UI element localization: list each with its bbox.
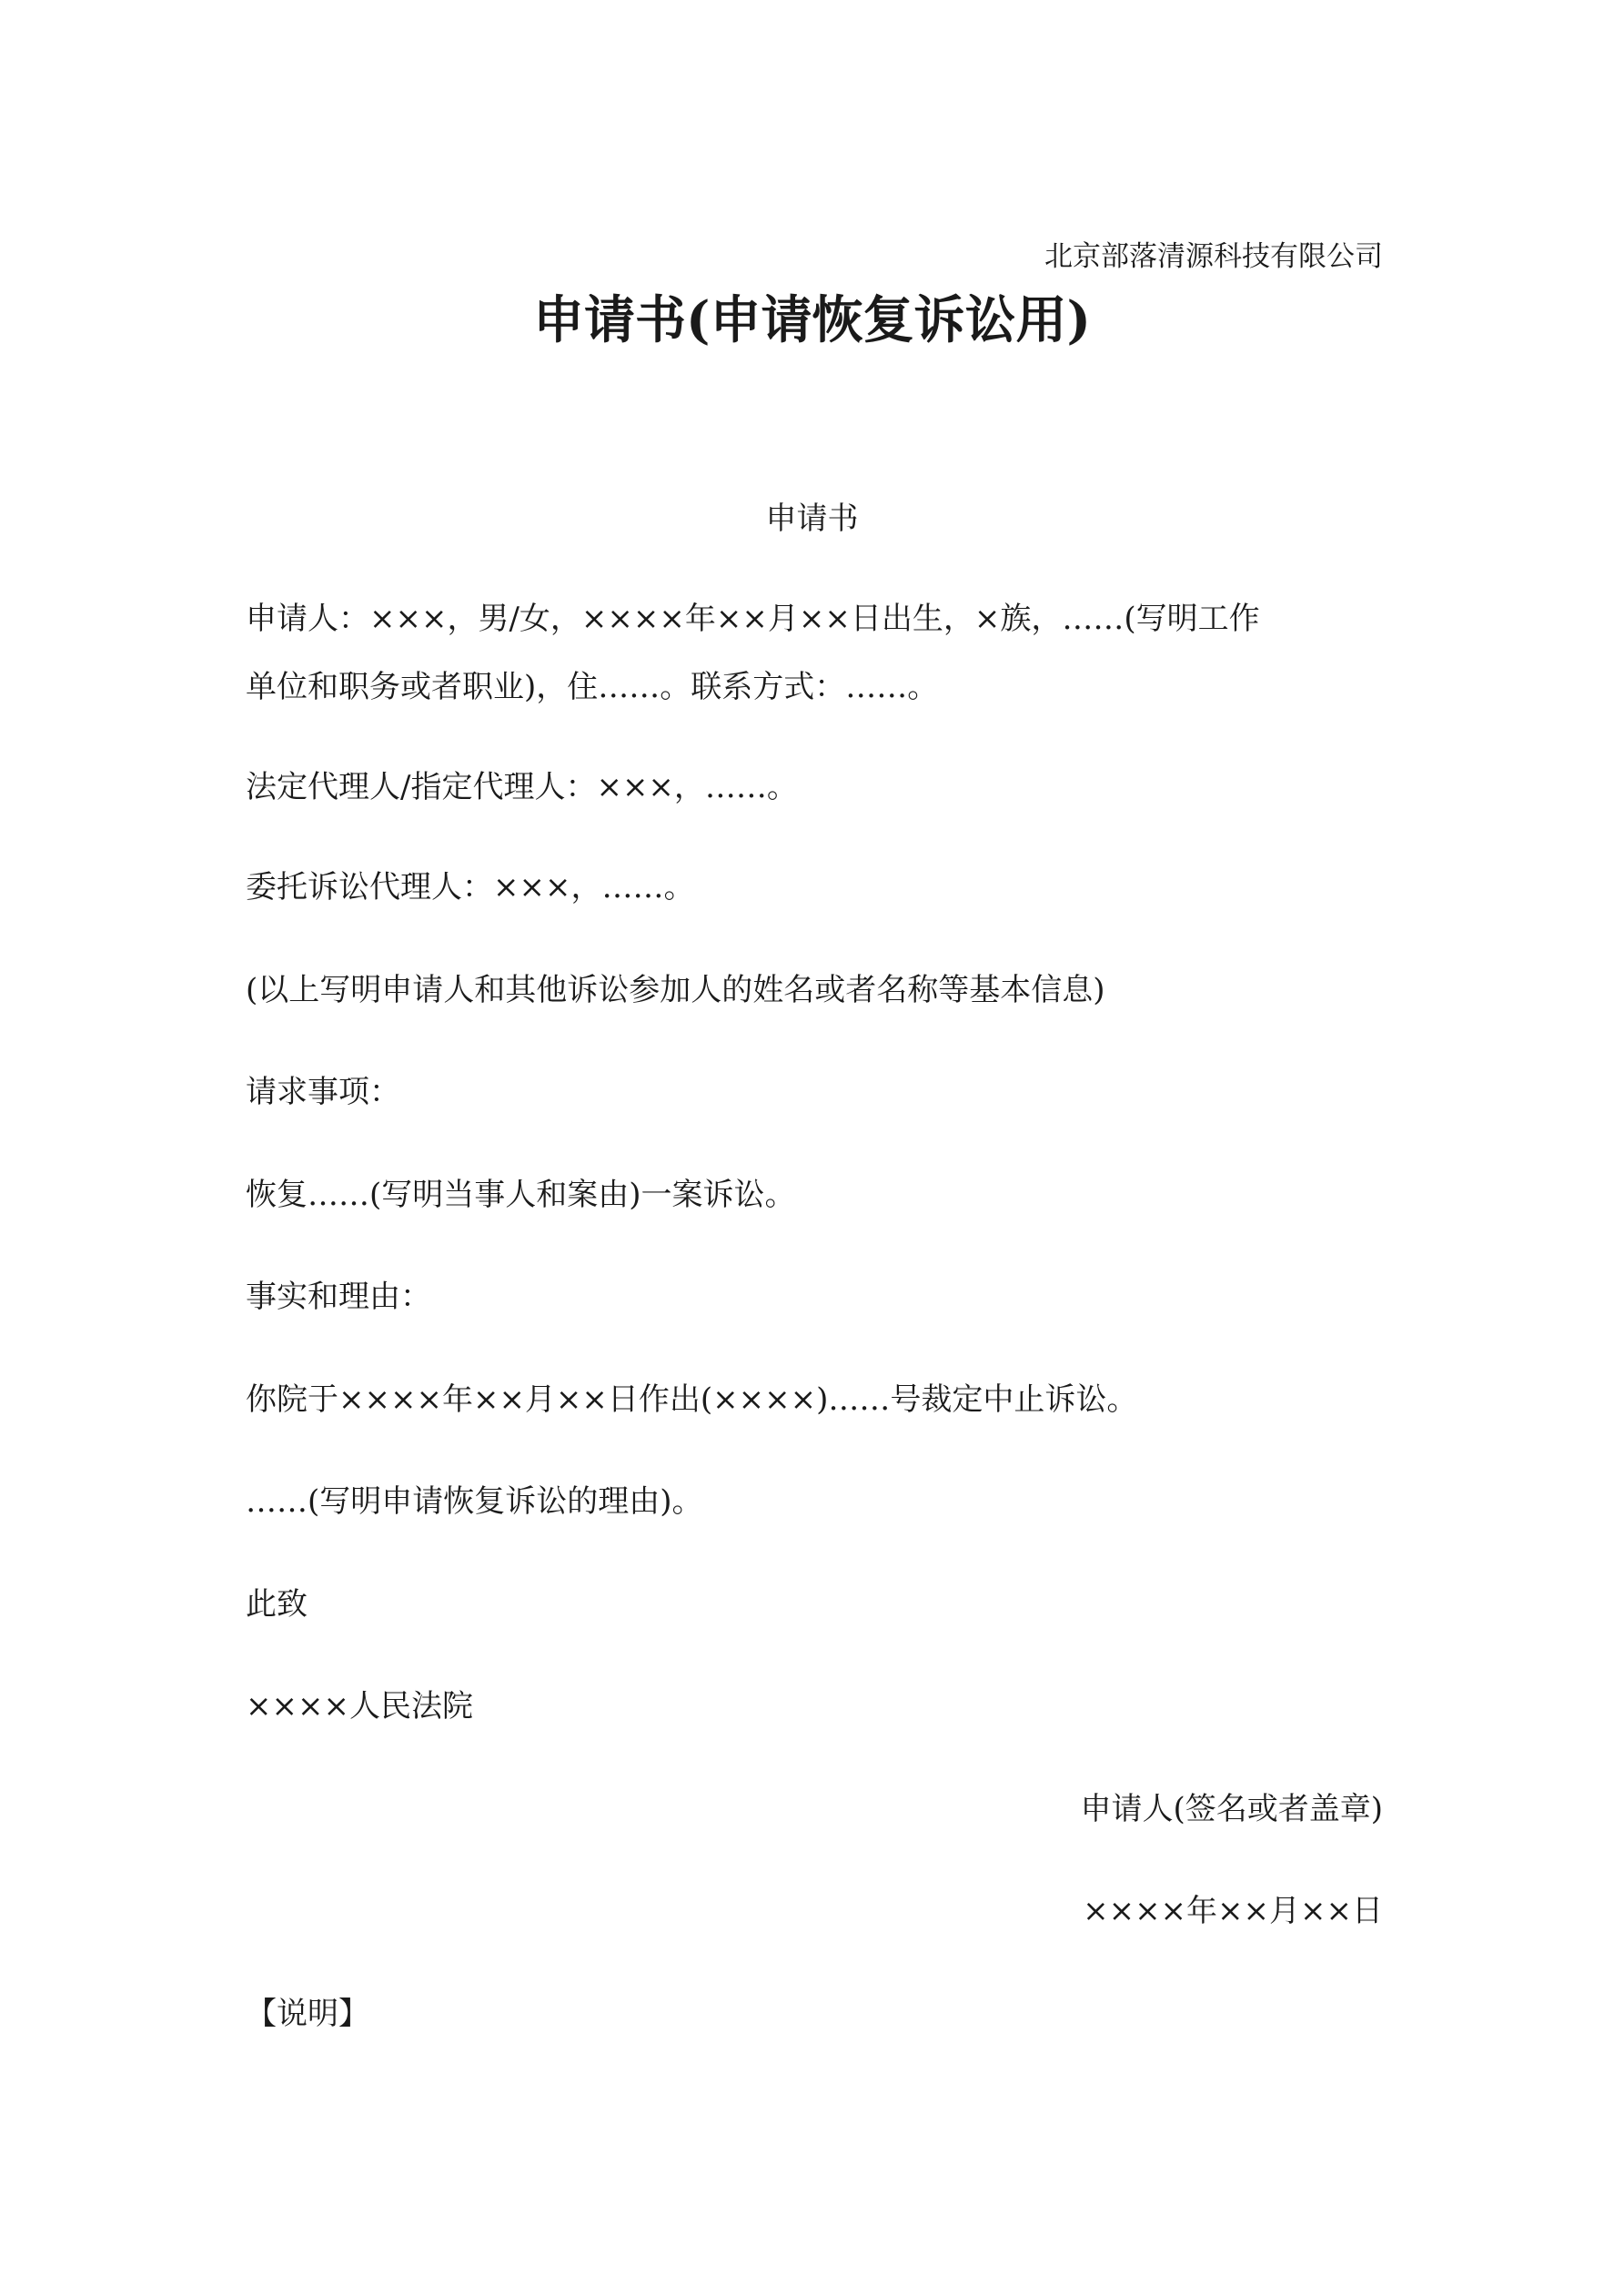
parties-note: (以上写明申请人和其他诉讼参加人的姓名或者名称等基本信息) [246,972,1105,1008]
facts-line-1: 你院于××××年××月××日作出(××××)……号裁定中止诉讼。 [246,1381,1138,1418]
facts-line-2: ……(写明申请恢复诉讼的理由)。 [246,1483,703,1520]
document-subtitle: 申请书 [765,501,859,537]
explanation-heading: 【说明】 [246,1996,369,2032]
facts-heading: 事实和理由： [246,1279,431,1315]
entrusted-agent-line: 委托诉讼代理人：×××，……。 [246,869,695,905]
company-name: 北京部落清源科技有限公司 [1044,240,1383,273]
request-heading: 请求事项： [246,1074,400,1110]
legal-agent-line: 法定代理人/指定代理人：×××，……。 [246,769,798,805]
request-content: 恢复……(写明当事人和案由)一案诉讼。 [246,1177,796,1213]
applicant-info-line-1: 申请人：×××，男/女，××××年××月××日出生，×族，……(写明工作 [246,601,1260,637]
court-name: ××××人民法院 [246,1688,473,1725]
document-title: 申请书(申请恢复诉讼用) [533,290,1091,350]
signature-line: 申请人(签名或者盖章) [1080,1791,1383,1827]
date-line: ××××年××月××日 [1083,1893,1383,1929]
applicant-info-line-2: 单位和职务或者职业)，住……。联系方式：……。 [246,669,939,705]
salutation: 此致 [246,1586,308,1623]
